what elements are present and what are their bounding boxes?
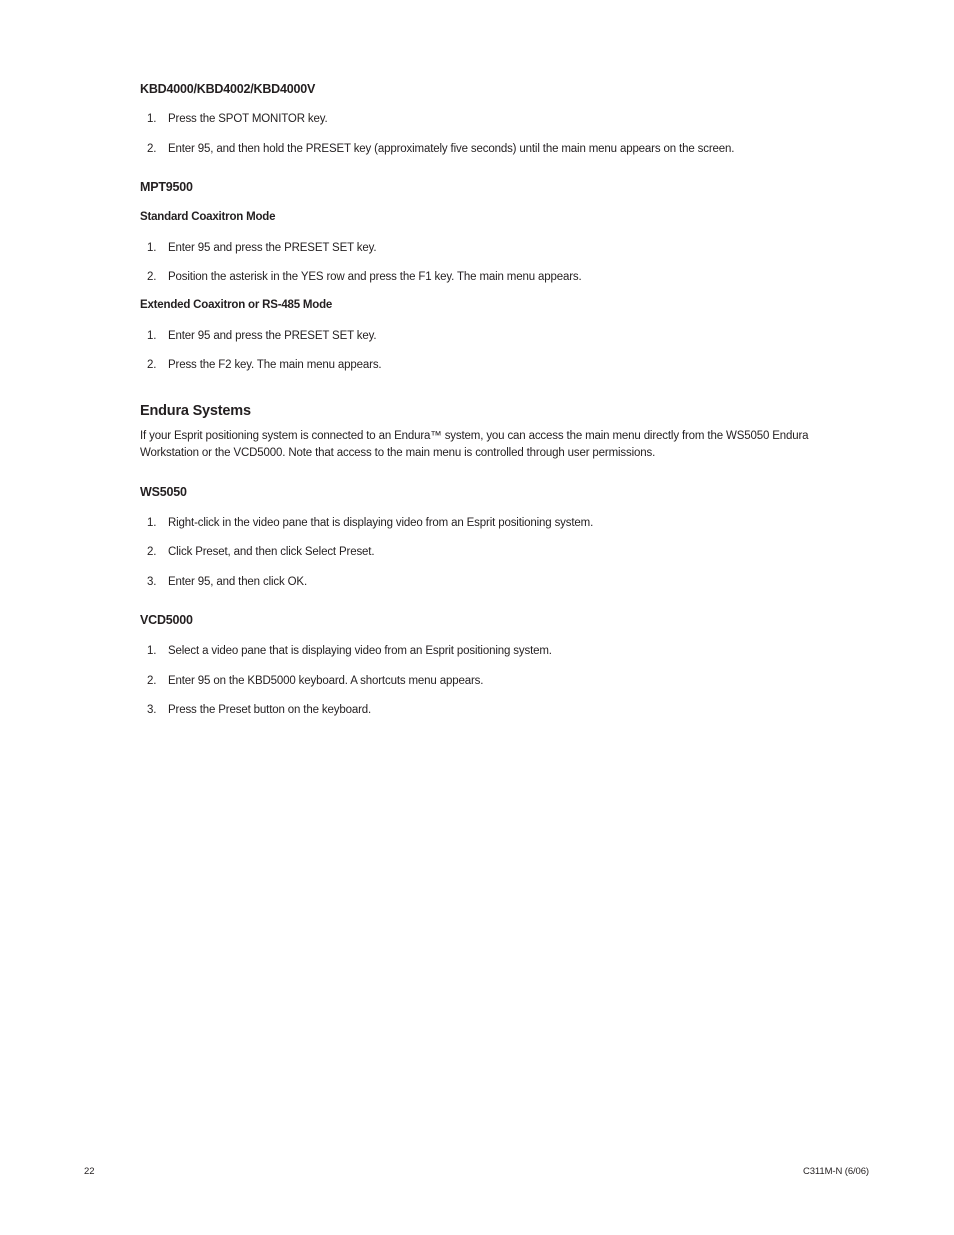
extended-mode-heading: Extended Coaxitron or RS-485 Mode [140, 299, 333, 311]
document-code: C311M-N (6/06) [802, 1166, 869, 1177]
list-item: 3. Press the Preset button on the keyboard. [147, 704, 372, 716]
kbd-heading: KBD4000/KBD4002/KBD4000V [140, 82, 316, 96]
list-item: 2. Enter 95 on the KBD5000 keyboard. A shortcuts menu appears. [147, 675, 484, 687]
list-item: 1. Enter 95 and press the PRESET SET key. [147, 330, 377, 342]
list-item: 1. Enter 95 and press the PRESET SET key. [147, 242, 377, 254]
list-item: 1. Press the SPOT MONITOR key. [147, 113, 328, 125]
page-number: 22 [84, 1166, 95, 1177]
list-item: 1. Right-click in the video pane that is displaying video from an Esprit positioning system. [147, 517, 594, 529]
list-item: 2. Press the F2 key. The main menu appears. [147, 359, 382, 371]
ws5050-heading: WS5050 [140, 485, 187, 499]
list-item: 1. Select a video pane that is displaying video from an Esprit positioning system. [147, 645, 552, 657]
mpt-heading: MPT9500 [140, 180, 193, 194]
endura-paragraph: If your Esprit positioning system is connected to an Endura™ system, you can access the main menu directly from the WS5050 Endura Workstation or the VCD5000. Note that access to the main menu is controlled through user permissions. [140, 430, 809, 459]
vcd5000-heading: VCD5000 [140, 613, 193, 627]
endura-heading: Endura Systems [140, 403, 251, 419]
list-item: 3. Enter 95, and then click OK. [147, 576, 307, 588]
standard-mode-heading: Standard Coaxitron Mode [140, 211, 276, 223]
list-item: 2. Click Preset, and then click Select Preset. [147, 546, 375, 558]
list-item: 2. Position the asterisk in the YES row and press the F1 key. The main menu appears. [147, 271, 582, 283]
list-item: 2. Enter 95, and then hold the PRESET key (approximately five seconds) until the main menu appears on the screen. [147, 143, 735, 155]
